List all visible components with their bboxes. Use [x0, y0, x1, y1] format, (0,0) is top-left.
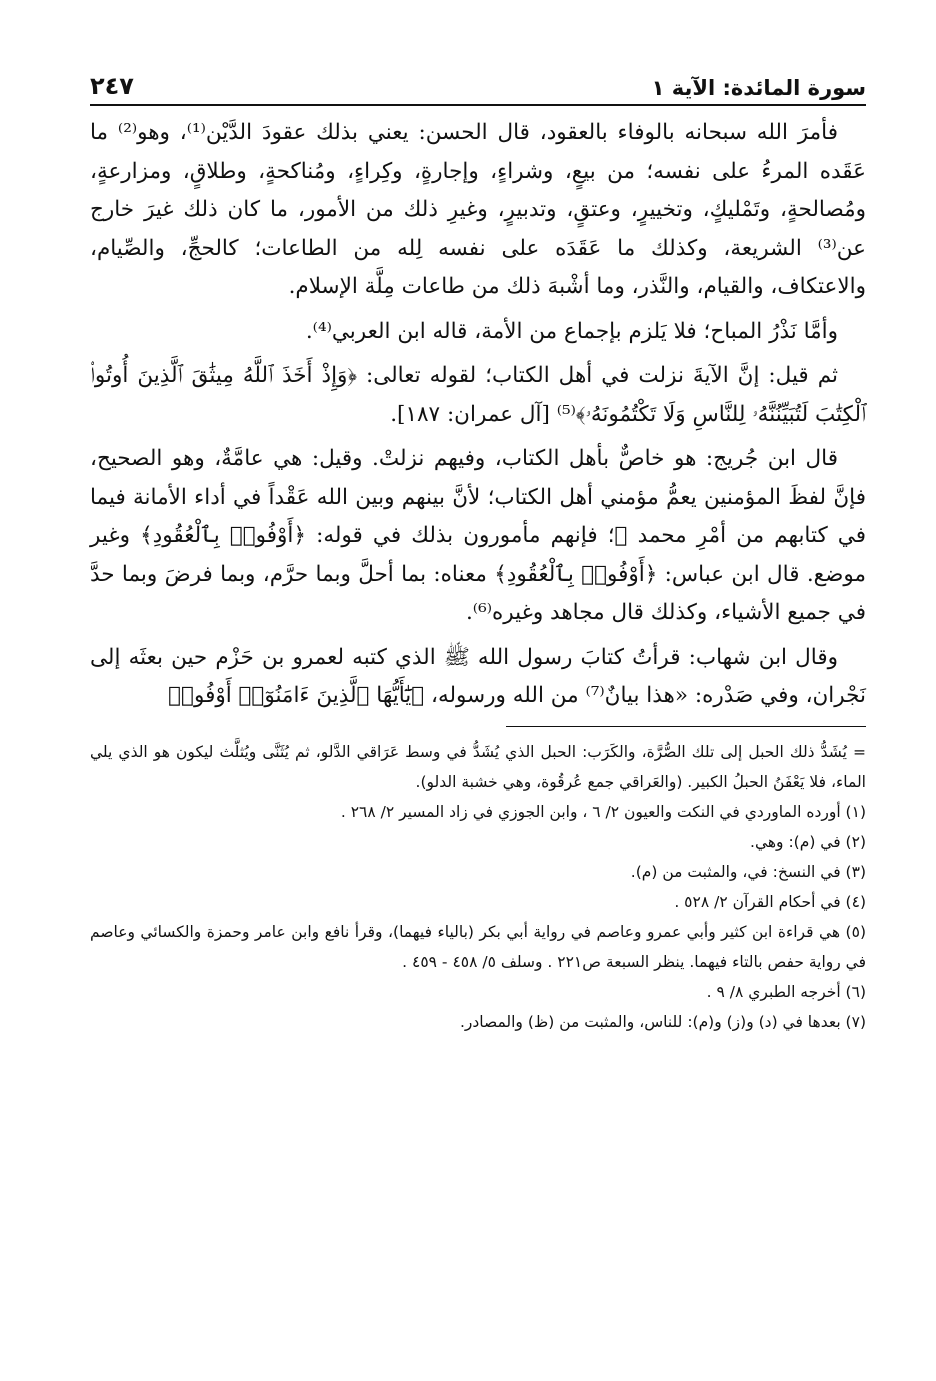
footnote: (٣) في النسخ: في، والمثبت من (م). [630, 862, 866, 881]
main-text [90, 114, 866, 716]
footnote: (٥) هي قراءة ابن كثير وأبي عمرو وعاصم في رواية أبي بكر (بالياء فيهما)، وقرأ نافع وابن عامر وحمزة والكسائي وعاصم في رواية حفص بالتاء فيهما. ينظر السبعة ص٢٢١ . وسلف ٥/ ٤٥٨ - ٤٥٩ . [90, 922, 866, 971]
footnote: (٤) في أحكام القرآن ٢/ ٥٢٨ . [674, 892, 866, 911]
paragraph: فأمرَ الله سبحانه بالوفاء بالعقود، قال الحسن: يعني بذلك عقودَ الدَّيْن⁽¹⁾، وهو⁽²⁾ ما عَقَده المرءُ على نفسه؛ من بيعٍ، وشراءٍ، وإجارةٍ، وكِراءٍ، ومُناكحةٍ، وطلاقٍ، ومزارعةٍ، ومُصالحةٍ، وتَمْليكٍ، وتخييرٍ، وعتقٍ، وتدبيرٍ، وغيرِ ذلك من الأمور، ما كان ذلك غيرَ خارج عن⁽³⁾ الشريعة، وكذلك ما عَقَدَه على نفسه لِله من الطاعات؛ كالحجِّ، والصِّيام، والاعتكاف، والقيام، والنَّذر، وما أشْبهَ ذلك من طاعات مِلَّة الإسلام. [90, 120, 866, 299]
footnote: = يُشَدُّ ذلك الحبل إلى تلك الصُّرَّة، والكَرَب: الحبل الذي يُشَدُّ في وسط عَرَاقي الدَّلو، ثم يُثَنَّى ويُثلَّث ليكون هو الذي يلي الماء، فلا يَعْفَنُ الحبلُ الكبير. (والعَراقي جمع عُرقُوة، وهي خشبة الدلو). [90, 742, 866, 791]
paragraph: قال ابن جُريج: هو خاصٌّ بأهل الكتاب، وفيهم نزلتْ. وقيل: هي عامَّةٌ، وهو الصحيح، فإنَّ لفظَ المؤمنين يعمُّ مؤمني أهل الكتاب؛ لأنَّ بينهم وبين الله عَقْداً في أداء الأمانة فيما في كتابهم من أمْرِ محمد ﷺ؛ فإنهم مأمورون بذلك في قوله: ﴿أَوْفُوا۟ بِٱلْعُقُودِ﴾ وغير موضع. قال ابن عباس: ﴿أَوْفُوا۟ بِٱلْعُقُودِ﴾ معناه: بما أحلَّ وبما حرَّم، وبما فرضَ وبما حدَّ في جميع الأشياء، وكذلك قال مجاهد وغيره⁽⁶⁾. [90, 446, 866, 625]
footnote: (١) أورده الماوردي في النكت والعيون ٢/ ٦ ، وابن الجوزي في زاد المسير ٢/ ٢٦٨ . [340, 802, 866, 821]
page-header [90, 60, 866, 106]
paragraph: وأمَّا نَذْرُ المباح؛ فلا يَلزم بإجماع من الأمة، قاله ابن العربي⁽⁴⁾. [305, 318, 838, 344]
footnote: (٦) أخرجه الطبري ٨/ ٩ . [706, 982, 866, 1001]
page-number: ٢٤٧ [90, 72, 134, 100]
footnote-divider [506, 726, 866, 727]
footnotes [90, 737, 866, 1037]
footnote: (٢) في (م): وهي. [750, 832, 866, 851]
running-head: سورة المائدة: الآية ١ [651, 76, 866, 100]
paragraph: وقال ابن شهاب: قرأتُ كتابَ رسول الله ﷺ الذي كتبه لعمرو بن حَزْم حين بعثَه إلى نَجْران، وفي صَدْره: «هذا بيانٌ⁽⁷⁾ من الله ورسوله، ﴿يَٰٓأَيُّهَا ٱلَّذِينَ ءَامَنُوٓا۟ أَوْفُوا۟ [90, 644, 866, 708]
footnote: (٧) بعدها في (د) و(ز) و(م): للناس، والمثبت من (ظ) والمصادر. [459, 1012, 866, 1031]
book-page [90, 60, 866, 1037]
paragraph: ثم قيل: إنَّ الآيةَ نزلت في أهل الكتاب؛ لقوله تعالى: ﴿وَإِذْ أَخَذَ ٱللَّهُ مِيثَٰقَ ٱلَّذِينَ أُوتُوا۟ ٱلْكِتَٰبَ لَتُبَيِّنُنَّهُۥ لِلنَّاسِ وَلَا تَكْتُمُونَهُۥ﴾⁽⁵⁾ [آل عمران: ١٨٧]. [90, 363, 866, 427]
